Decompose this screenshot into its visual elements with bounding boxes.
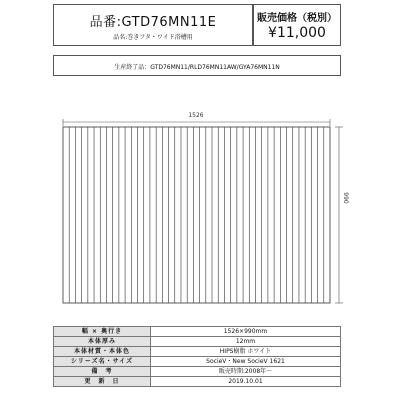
spec-row: [54, 347, 341, 357]
cover-outline: [63, 127, 330, 303]
spec-label: 幅 × 奥行き: [54, 327, 151, 337]
spec-value: 1526×990mm: [151, 327, 341, 337]
width-label: 1526: [188, 112, 204, 119]
spec-label: 更 新 日: [54, 377, 151, 387]
height-label: 990: [342, 192, 349, 204]
spec-row: [54, 377, 341, 387]
price-box: [253, 4, 341, 46]
spec-value: 2019.10.01: [151, 377, 341, 387]
spec-value: 販売時期:2008年～: [151, 367, 341, 377]
discontinued-text: 生産終了品：GTD76MN11/RLD76MN11AW/GYA76MN11N: [114, 64, 280, 71]
spec-label: 備 考: [54, 367, 151, 377]
spec-label: シリーズ名・サイズ: [54, 357, 151, 367]
price-value: ¥11,000: [268, 25, 326, 41]
spec-table: [53, 326, 341, 387]
spec-label: 本体厚み: [54, 337, 151, 347]
spec-label: 本体材質・本体色: [54, 347, 151, 357]
product-number: 品番:GTD76MN11E: [89, 15, 217, 30]
discontinued-box: [53, 55, 341, 76]
spec-row: [54, 357, 341, 367]
spec-value: 12mm: [151, 337, 341, 347]
spec-row: [54, 327, 341, 337]
product-header: [53, 4, 253, 46]
spec-row: [54, 337, 341, 347]
spec-value: HIPS樹脂 ホワイト: [151, 347, 341, 357]
spec-value: SocieV・New SocieV 1621: [151, 357, 341, 367]
spec-row: [54, 367, 341, 377]
product-name: 品名:巻きフタ・ワイド浴槽用: [113, 34, 193, 41]
price-label: 販売価格（税別）: [257, 13, 337, 24]
cover-drawing: [53, 110, 348, 310]
